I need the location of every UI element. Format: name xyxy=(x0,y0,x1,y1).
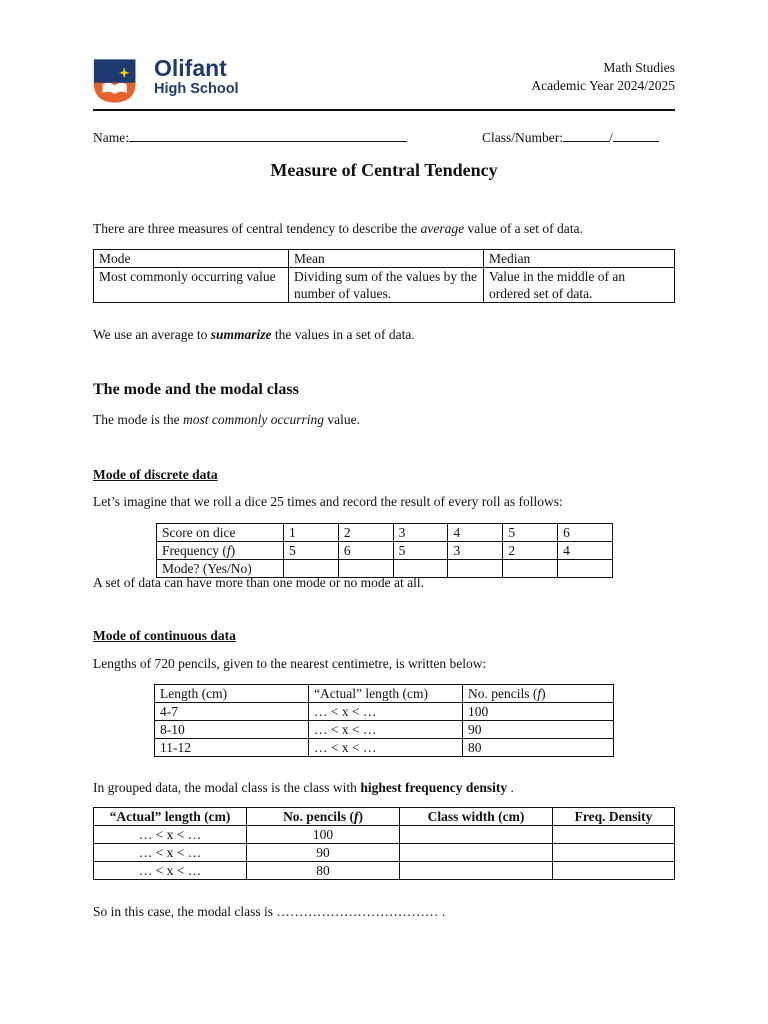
intro-emphasis: average xyxy=(420,221,465,236)
table-cell: Dividing sum of the values by the number of values. xyxy=(289,268,484,303)
table-row xyxy=(94,250,675,268)
table-cell: 4 xyxy=(448,524,503,542)
continuous-text: Lengths of 720 pencils, given to the nearest centimetre, is written below: xyxy=(93,656,487,671)
discrete-text: Let’s imagine that we roll a dice 25 times and record the result of every roll as follows: xyxy=(93,494,563,509)
discrete-heading: Mode of discrete data xyxy=(93,467,218,482)
summary-emphasis: summarize xyxy=(210,327,272,342)
table-cell: 11-12 xyxy=(155,739,309,757)
table-cell: 80 xyxy=(463,739,614,757)
school-logo xyxy=(93,55,145,107)
table-header-cell: “Actual” length (cm) xyxy=(94,808,247,826)
name-line[interactable] xyxy=(129,128,407,142)
grouped-text-bold: highest frequency density xyxy=(360,780,508,795)
summary-after: the values in a set of data. xyxy=(271,327,415,342)
table-header-cell: No. pencils (f) xyxy=(463,685,614,703)
page-title: Measure of Central Tendency xyxy=(270,160,498,180)
table-row xyxy=(94,862,675,880)
academic-year: Academic Year 2024/2025 xyxy=(531,78,675,93)
table-cell: 5 xyxy=(503,524,558,542)
school-name-line2: High School xyxy=(154,81,239,97)
table-row xyxy=(94,844,675,862)
header-info xyxy=(531,59,675,95)
class-slash: / xyxy=(609,130,613,145)
table-cell[interactable] xyxy=(558,560,613,578)
table-header-cell: Median xyxy=(484,250,675,268)
continuous-heading: Mode of continuous data xyxy=(93,628,236,643)
mode-definition xyxy=(93,412,360,428)
table-row xyxy=(94,268,675,303)
table-cell: … < x < … xyxy=(94,826,247,844)
table-cell: 8-10 xyxy=(155,721,309,739)
summary-text xyxy=(93,327,415,343)
table-cell: … < x < … xyxy=(94,844,247,862)
class-field xyxy=(482,128,659,146)
discrete-note: A set of data can have more than one mode or no mode at all. xyxy=(93,575,425,590)
density-table xyxy=(93,807,675,880)
table-cell: 2 xyxy=(338,524,393,542)
table-cell: 5 xyxy=(393,542,448,560)
table-cell: Value in the middle of an ordered set of data. xyxy=(484,268,675,303)
mode-def-after: value. xyxy=(323,412,360,427)
table-row xyxy=(155,703,614,721)
dice-table xyxy=(156,523,613,578)
grouped-text-after: . xyxy=(507,780,514,795)
table-cell: Score on dice xyxy=(157,524,284,542)
name-label: Name: xyxy=(93,130,129,145)
table-cell[interactable] xyxy=(400,862,553,880)
table-cell: … < x < … xyxy=(309,739,463,757)
table-row xyxy=(94,826,675,844)
section-heading: The mode and the modal class xyxy=(93,381,299,398)
school-name xyxy=(154,55,239,97)
pencils-table xyxy=(154,684,614,757)
table-cell: 4 xyxy=(558,542,613,560)
table-header-cell: Length (cm) xyxy=(155,685,309,703)
table-cell: 100 xyxy=(247,826,400,844)
table-cell[interactable] xyxy=(448,560,503,578)
table-cell: 3 xyxy=(393,524,448,542)
number-line[interactable] xyxy=(613,128,659,142)
table-header-cell: Mode xyxy=(94,250,289,268)
class-label: Class/Number: xyxy=(482,130,563,145)
table-cell[interactable] xyxy=(503,560,558,578)
table-cell: … < x < … xyxy=(309,703,463,721)
intro-text xyxy=(93,221,583,237)
table-row xyxy=(155,721,614,739)
table-cell: … < x < … xyxy=(309,721,463,739)
table-cell[interactable] xyxy=(553,844,675,862)
table-cell: 4-7 xyxy=(155,703,309,721)
table-cell: 5 xyxy=(284,542,339,560)
table-header-cell: No. pencils (f) xyxy=(247,808,400,826)
grouped-text-before: In grouped data, the modal class is the class with xyxy=(93,780,361,795)
table-cell: 80 xyxy=(247,862,400,880)
table-row xyxy=(155,685,614,703)
table-cell[interactable] xyxy=(553,862,675,880)
table-row xyxy=(157,542,613,560)
table-cell: 90 xyxy=(247,844,400,862)
school-name-line1: Olifant xyxy=(154,55,227,81)
table-cell: 1 xyxy=(284,524,339,542)
table-cell: 90 xyxy=(463,721,614,739)
table-cell: 6 xyxy=(558,524,613,542)
table-header-cell: “Actual” length (cm) xyxy=(309,685,463,703)
mode-def-before: The mode is the xyxy=(93,412,183,427)
name-field xyxy=(93,128,407,146)
table-cell: 6 xyxy=(338,542,393,560)
table-cell: Frequency (f) xyxy=(157,542,284,560)
table-header-cell: Mean xyxy=(289,250,484,268)
table-row xyxy=(157,524,613,542)
table-row xyxy=(155,739,614,757)
conclusion-text: So in this case, the modal class is ……………………………… . xyxy=(93,904,446,919)
measures-table xyxy=(93,249,675,303)
table-header-cell: Class width (cm) xyxy=(400,808,553,826)
mode-def-emphasis: most commonly occurring xyxy=(182,412,324,427)
intro-before: There are three measures of central tendency to describe the xyxy=(93,221,421,236)
table-row xyxy=(94,808,675,826)
header-divider xyxy=(93,109,675,111)
table-cell[interactable] xyxy=(553,826,675,844)
summary-before: We use an average to xyxy=(93,327,211,342)
table-cell: 3 xyxy=(448,542,503,560)
table-header-cell: Freq. Density xyxy=(553,808,675,826)
table-cell: Mode? (Yes/No) xyxy=(157,560,284,578)
grouped-text xyxy=(93,780,514,796)
table-cell: 100 xyxy=(463,703,614,721)
table-cell[interactable] xyxy=(400,826,553,844)
class-line[interactable] xyxy=(563,128,609,142)
table-cell[interactable] xyxy=(400,844,553,862)
table-cell: … < x < … xyxy=(94,862,247,880)
table-cell: 2 xyxy=(503,542,558,560)
table-cell: Most commonly occurring value xyxy=(94,268,289,303)
subject: Math Studies xyxy=(603,60,675,75)
intro-after: value of a set of data. xyxy=(464,221,583,236)
